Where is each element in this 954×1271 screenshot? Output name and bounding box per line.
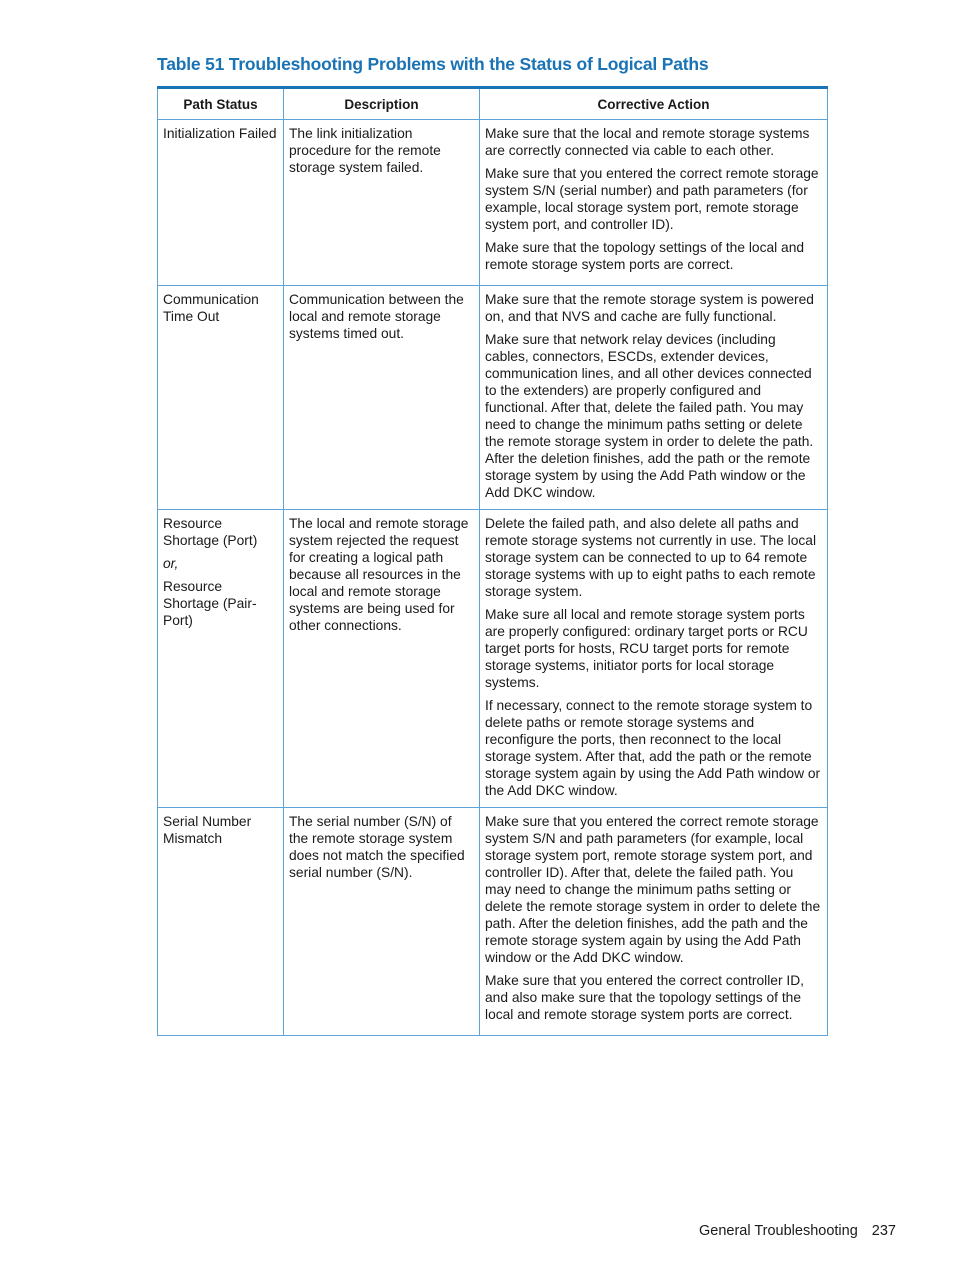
description-text: The local and remote storage system rejected the request for creating a logical path because all resources in the local and remote storage systems are being used for other connections. (289, 516, 469, 633)
description-cell (284, 120, 480, 286)
corrective-action-text: Delete the failed path, and also delete all paths and remote storage systems not currently in use. The local storage system can be connected to up to 64 remote storage systems with up to eight paths to each remote storage system. (485, 516, 817, 599)
corrective-action-cell (480, 286, 828, 510)
path-status-cell (158, 120, 284, 286)
corrective-action-text: Make sure that you entered the correct remote storage system S/N and path parameters (for example, local storage system port, remote storage system port, and controller ID). After that, delete the failed path. You may need to change the minimum paths setting or delete the remote storage system in order to delete the path. After the deletion finishes, add the path and the remote storage system again by using the Add Path window or the Add DKC window. (485, 814, 821, 965)
corrective-action-cell (480, 510, 828, 808)
description-text: The serial number (S/N) of the remote storage system does not match the specified serial number (S/N). (289, 814, 465, 880)
corrective-action-text: Make sure that the local and remote storage systems are correctly connected via cable to each other. (485, 126, 810, 158)
corrective-action-cell (480, 120, 828, 286)
path-status-text: Resource Shortage (Pair-Port) (163, 579, 257, 628)
corrective-action-text: Make sure that the remote storage system is powered on, and that NVS and cache are fully functional. (485, 292, 814, 324)
description-cell (284, 510, 480, 808)
footer-section-title: General Troubleshooting (698, 1223, 858, 1239)
path-status-text: Resource Shortage (Port) (163, 516, 258, 548)
path-status-text: Initialization Failed (163, 126, 277, 141)
table-row (158, 286, 828, 510)
description-cell (284, 286, 480, 510)
header-description: Description (284, 88, 480, 120)
description-text: Communication between the local and remote storage systems timed out. (289, 292, 464, 341)
table-row (158, 808, 828, 1036)
path-status-text: Communication Time Out (163, 292, 259, 324)
header-path-status: Path Status (158, 88, 284, 120)
path-status-cell (158, 808, 284, 1036)
corrective-action-text: Make sure all local and remote storage system ports are properly configured: ordinary target ports or RCU target ports for hosts, RCU target ports for remote storage systems, initiator ports for local storage systems. (485, 607, 808, 690)
corrective-action-text: Make sure that you entered the correct controller ID, and also make sure that the topology settings of the local and remote storage system ports are correct. (485, 973, 805, 1022)
troubleshooting-table (157, 86, 828, 1036)
corrective-action-text: Make sure that network relay devices (including cables, connectors, ESCDs, extender devices, communication lines, and all other devices connected to the extenders) are properly configured and functional. After that, delete the failed path. You may need to change the minimum paths setting or delete the remote storage system in order to delete the path. After the deletion finishes, add the path or the remote storage system by using the Add Path window or the Add DKC window. (485, 332, 814, 500)
header-corrective-action: Corrective Action (480, 88, 828, 120)
path-status-cell (158, 510, 284, 808)
corrective-action-text: Make sure that the topology settings of the local and remote storage system ports are correct. (485, 240, 805, 272)
table-row (158, 120, 828, 286)
path-status-or-text: or, (163, 556, 179, 571)
table-row (158, 510, 828, 808)
corrective-action-text: Make sure that you entered the correct remote storage system S/N (serial number) and path parameters (for example, local storage system port, remote storage system port, and controller ID). (485, 166, 819, 232)
table-caption: Table 51 Troubleshooting Problems with the Status of Logical Paths (157, 54, 709, 74)
description-text: The link initialization procedure for the remote storage system failed. (289, 126, 441, 175)
page-footer (699, 1223, 896, 1239)
corrective-action-text: If necessary, connect to the remote storage system to delete paths or remote storage systems and reconfigure the ports, then reconnect to the local storage system. After that, add the path or the remote storage system again by using the Add Path window or the Add DKC window. (485, 698, 821, 798)
path-status-text: Serial Number Mismatch (163, 814, 252, 846)
path-status-cell (158, 286, 284, 510)
description-cell (284, 808, 480, 1036)
corrective-action-cell (480, 808, 828, 1036)
page-number: 237 (871, 1223, 896, 1239)
table-header-row (158, 88, 828, 120)
